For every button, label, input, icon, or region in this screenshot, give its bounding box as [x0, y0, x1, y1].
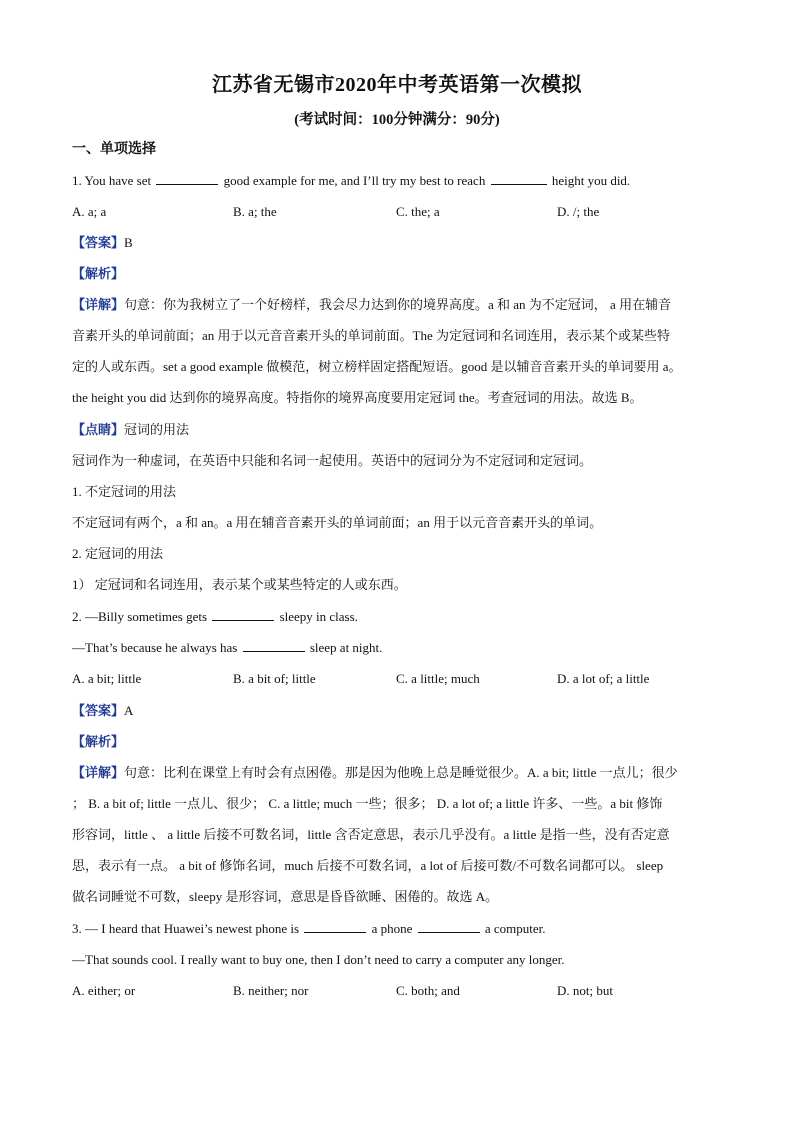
q1-stem-part-c: height you did.: [551, 173, 631, 188]
q1-analysis: [72, 265, 722, 283]
q2-detail-line: 思，表示有一点。 a bit of 修饰名词，much 后接不可数名词，a lot of 后接可数/不可数名词都可以。 sleep: [72, 858, 664, 873]
q2-analysis: [72, 733, 722, 751]
q2-detail-line: 形容词，little 、 a little 后接不可数名词，little 含否定意思，表示几乎没有。a little 是指一些，没有否定意: [72, 827, 670, 842]
answer-blank: [304, 920, 366, 933]
q1-note: 1. 不定冠词的用法: [72, 484, 177, 499]
q3-option-b: B. neither; nor: [233, 983, 309, 998]
q1-stem-part-a: 1. You have set: [72, 173, 152, 188]
answer-blank: [418, 920, 480, 933]
answer-blank: [491, 172, 547, 185]
q3-line1-part-b: a phone: [371, 921, 413, 936]
point-tag: 【点睛】: [72, 422, 125, 437]
q1-option-c: C. the; a: [396, 204, 440, 219]
q3-line1-part-a: 3. — I heard that Huawei’s newest phone is: [72, 921, 300, 936]
q2-option-b: B. a bit of; little: [233, 671, 316, 686]
q1-option-d: D. /; the: [557, 204, 600, 219]
q2-detail-line: ； B. a bit of; little 一点儿、很少； C. a little; much 一些；很多； D. a lot of; a little 许多、一些。a bit 修饰: [72, 796, 663, 811]
detail-tag: 【详解】: [72, 765, 125, 780]
section-heading: 一、单项选择: [72, 142, 156, 157]
question-3-line2: —That sounds cool. I really want to buy one, then I don’t need to carry a computer any longer.: [72, 952, 565, 967]
answer-blank: [243, 639, 305, 652]
q3-option-a: A. either; or: [72, 983, 136, 998]
point-title: 冠词的用法: [124, 422, 190, 437]
q1-stem-part-b: good example for me, and I’ll try my best to reach: [223, 173, 486, 188]
q2-option-a: A. a bit; little: [72, 671, 142, 686]
question-1-stem: [72, 172, 722, 190]
q1-note: 不定冠词有两个，a 和 an。a 用在辅音音素开头的单词前面；an 用于以元音音素开头的单词。: [72, 515, 603, 530]
detail-tag: 【详解】: [72, 297, 125, 312]
page-subtitle: (考试时间：100分钟满分：90分): [294, 112, 500, 128]
q1-detail-line: [72, 296, 722, 314]
q1-detail-line: 音素开头的单词前面；an 用于以元音音素开头的单词前面。The 为定冠词和名词连用，表示某个或某些特: [72, 328, 670, 343]
q2-line1-part-a: 2. —Billy sometimes gets: [72, 609, 208, 624]
analysis-tag: 【解析】: [72, 266, 125, 281]
q2-detail-line: 做名词睡觉不可数，sleepy 是形容词，意思是昏昏欲睡、困倦的。故选 A。: [72, 889, 499, 904]
q1-point: [72, 421, 722, 439]
detail-text: 句意：比利在课堂上有时会有点困倦。那是因为他晚上总是睡觉很少。A. a bit; little 一点儿；很少: [124, 765, 678, 780]
q1-option-a: A. a; a: [72, 204, 107, 219]
q3-option-d: D. not; but: [557, 983, 613, 998]
question-2-line1: [72, 608, 722, 626]
answer-blank: [156, 172, 218, 185]
q2-option-c: C. a little; much: [396, 671, 480, 686]
q1-note: 2. 定冠词的用法: [72, 546, 164, 561]
q1-detail-line: 定的人或东西。set a good example 做模范，树立榜样固定搭配短语。good 是以辅音音素开头的单词要用 a。: [72, 359, 682, 374]
q3-option-c: C. both; and: [396, 983, 460, 998]
answer-tag: 【答案】: [72, 235, 125, 250]
answer-tag: 【答案】: [72, 703, 125, 718]
q2-line2-part-b: sleep at night.: [309, 640, 383, 655]
q1-detail-line: the height you did 达到你的境界高度。特指你的境界高度要用定冠词 the。考查冠词的用法。故选 B。: [72, 390, 643, 405]
analysis-tag: 【解析】: [72, 734, 125, 749]
page-title: 江苏省无锡市2020年中考英语第一次模拟: [212, 74, 582, 96]
q2-line2-part-a: —That’s because he always has: [72, 640, 238, 655]
q3-line1-part-c: a computer.: [484, 921, 546, 936]
q1-note: 1） 定冠词和名词连用，表示某个或某些特定的人或东西。: [72, 577, 407, 592]
detail-text: 句意：你为我树立了一个好榜样，我会尽力达到你的境界高度。a 和 an 为不定冠词， a 用在辅音: [124, 297, 672, 312]
answer-value: A: [124, 703, 134, 718]
q2-answer: [72, 702, 722, 720]
answer-value: B: [124, 235, 133, 250]
question-3-line1: [72, 920, 722, 938]
q1-answer: [72, 234, 722, 252]
answer-blank: [212, 608, 274, 621]
q2-option-d: D. a lot of; a little: [557, 671, 650, 686]
q1-option-b: B. a; the: [233, 204, 277, 219]
q2-detail-line: [72, 764, 722, 782]
question-2-line2: [72, 639, 722, 657]
q1-note: 冠词作为一种虚词，在英语中只能和名词一起使用。英语中的冠词分为不定冠词和定冠词。: [72, 453, 593, 468]
q2-line1-part-b: sleepy in class.: [279, 609, 358, 624]
